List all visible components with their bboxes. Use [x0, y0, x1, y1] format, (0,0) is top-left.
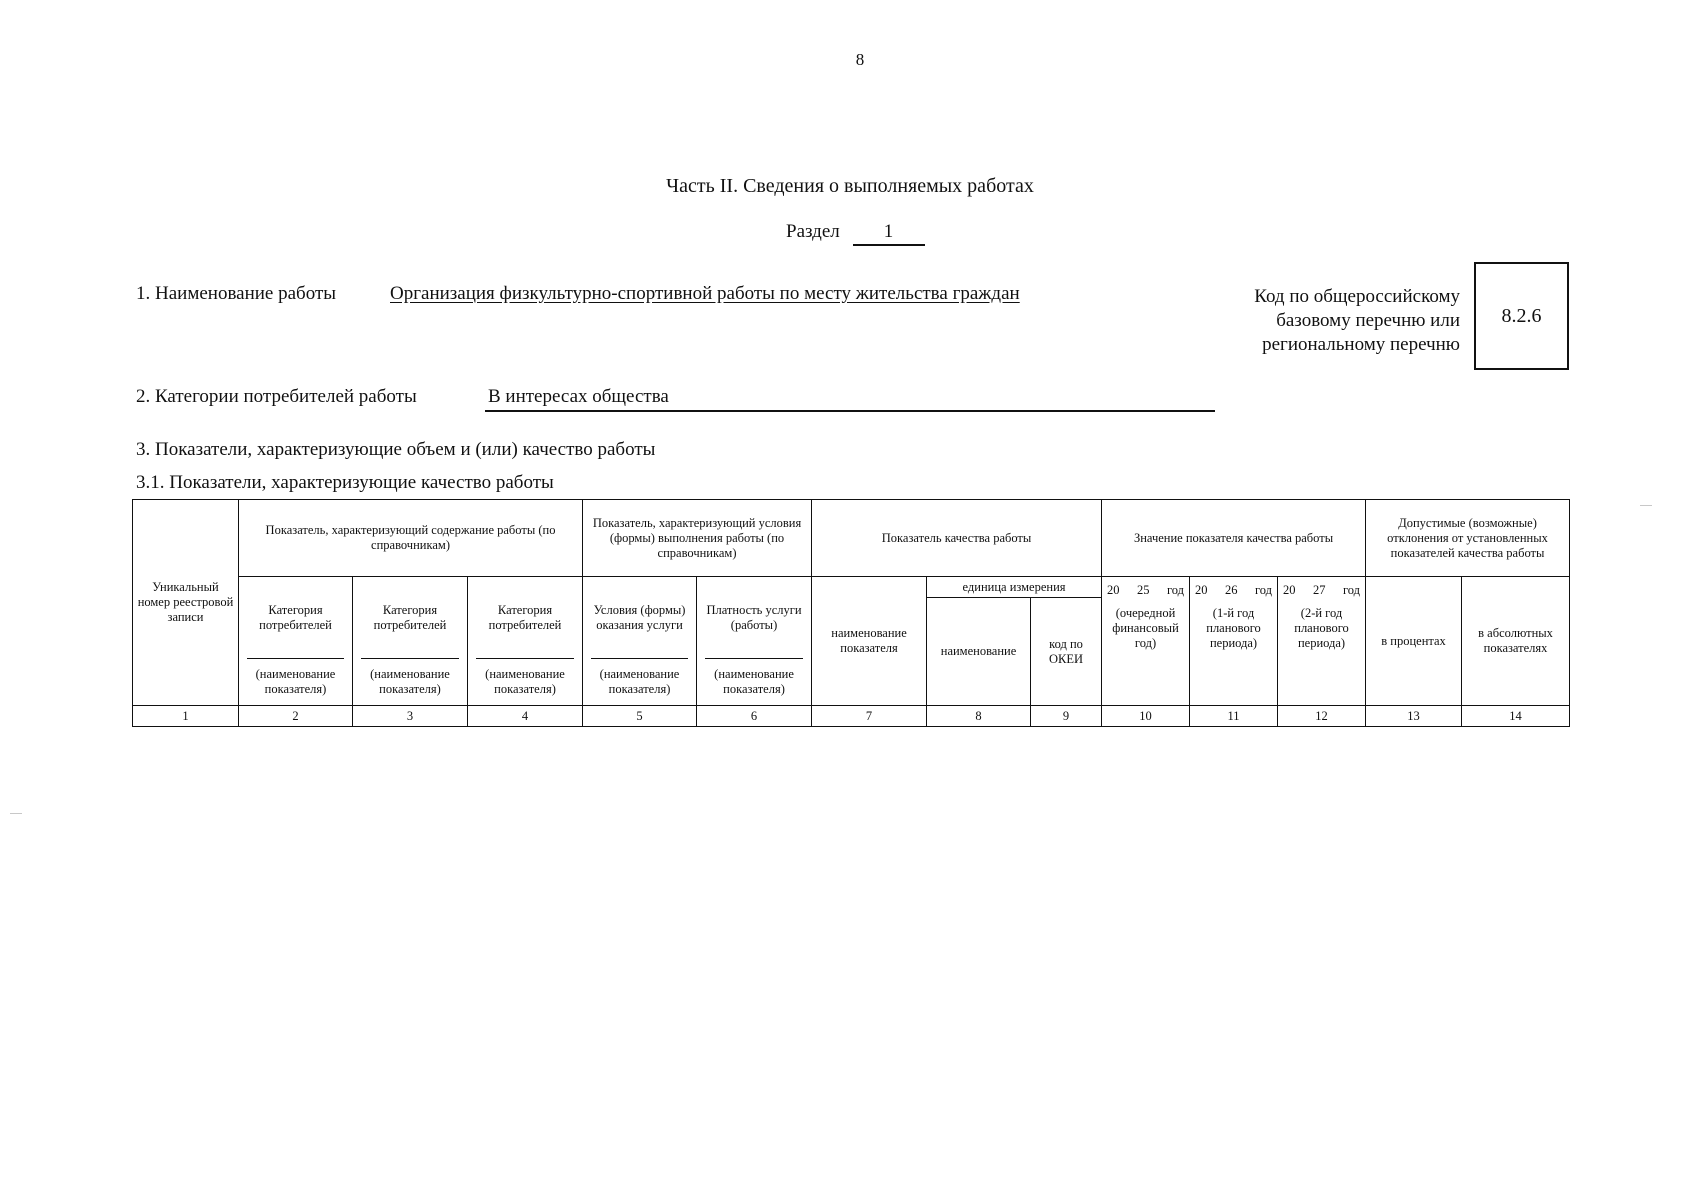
registry-code-value: 8.2.6: [1501, 304, 1542, 327]
category-3-note: (наименование показателя): [485, 667, 565, 696]
header-category-2: [353, 577, 468, 706]
page-number: 8: [855, 50, 865, 69]
year-3-suffix: год: [1342, 583, 1361, 597]
table-header-row-units: [133, 577, 1570, 598]
column-number: 3: [353, 706, 468, 727]
header-year-1: [1102, 577, 1190, 706]
header-content-group: Показатель, характеризующий содержание работы (по справочникам): [239, 500, 583, 577]
conditions-title: Условия (формы) оказания услуги: [593, 602, 686, 632]
header-value-group: Значение показателя качества работы: [1102, 500, 1366, 577]
header-unit-name: наименование: [927, 598, 1031, 706]
category-3-title: Категория потребителей: [488, 602, 562, 632]
column-number: 10: [1102, 706, 1190, 727]
column-number: 4: [468, 706, 583, 727]
year-2-value: 26: [1224, 583, 1238, 597]
table-row-column-numbers: [133, 706, 1570, 727]
column-number: 12: [1278, 706, 1366, 727]
scan-mark: [10, 813, 22, 814]
column-number: 5: [583, 706, 697, 727]
section-label: Раздел: [786, 221, 840, 242]
year-1-desc: (очередной финансовый год): [1112, 606, 1179, 650]
section-number: 1: [853, 220, 925, 246]
heading-3-1: 3.1. Показатели, характеризующие качество работы: [136, 472, 554, 493]
year-1-suffix: год: [1166, 583, 1185, 597]
year-1-value: 25: [1136, 583, 1150, 597]
category-2-title: Категория потребителей: [373, 602, 447, 632]
heading-3: 3. Показатели, характеризующие объем и (или) качество работы: [136, 439, 656, 460]
header-payment: [697, 577, 812, 706]
column-number: 13: [1366, 706, 1462, 727]
part-title: Часть II. Сведения о выполняемых работах: [666, 175, 1034, 197]
quality-indicators-table: [132, 499, 1570, 727]
header-deviation-absolute: в абсолютных показателях: [1462, 577, 1570, 706]
column-number: 1: [133, 706, 239, 727]
header-year-3: [1278, 577, 1366, 706]
year-3-value: 27: [1312, 583, 1326, 597]
header-conditions: [583, 577, 697, 706]
category-1-note: (наименование показателя): [255, 667, 336, 696]
column-number: 6: [697, 706, 812, 727]
header-category-3: [468, 577, 583, 706]
header-unique-number: Уникальный номер реестровой записи: [133, 500, 239, 706]
column-number: 8: [927, 706, 1031, 727]
conditions-note: (наименование показателя): [599, 667, 680, 696]
consumers-value: В интересах общества: [488, 386, 669, 407]
column-number: 9: [1031, 706, 1102, 727]
table-header-row-groups: [133, 500, 1570, 577]
header-indicator-name: наименование показателя: [812, 577, 927, 706]
payment-note: (наименование показателя): [714, 667, 794, 696]
header-year-2: [1190, 577, 1278, 706]
column-number: 7: [812, 706, 927, 727]
year-3-desc: (2-й год планового периода): [1294, 606, 1349, 650]
payment-title: Платность услуги (работы): [706, 602, 802, 632]
year-2-suffix: год: [1254, 583, 1273, 597]
column-number: 2: [239, 706, 353, 727]
registry-code-box: [1474, 262, 1569, 370]
category-1-title: Категория потребителей: [259, 602, 332, 632]
year-3-prefix: 20: [1283, 583, 1296, 597]
column-number: 11: [1190, 706, 1278, 727]
header-quality-group: Показатель качества работы: [812, 500, 1102, 577]
section-row: [786, 220, 925, 246]
header-category-1: [239, 577, 353, 706]
year-2-desc: (1-й год планового периода): [1206, 606, 1261, 650]
consumers-label: 2. Категории потребителей работы: [136, 386, 417, 407]
registry-code-label-line: Код по общероссийскому: [1254, 286, 1460, 307]
registry-code-label-line: базовому перечню или: [1276, 310, 1460, 331]
header-deviation-group: Допустимые (возможные) отклонения от установленных показателей качества работы: [1366, 500, 1570, 577]
registry-code-label-line: региональному перечню: [1262, 334, 1460, 355]
scan-mark: [1640, 505, 1652, 506]
header-unit-okei: код по ОКЕИ: [1031, 598, 1102, 706]
header-deviation-percent: в процентах: [1366, 577, 1462, 706]
column-number: 14: [1462, 706, 1570, 727]
registry-code-label: [1180, 285, 1460, 357]
work-name-label: 1. Наименование работы: [136, 283, 337, 304]
header-conditions-group: Показатель, характеризующий условия (формы) выполнения работы (по справочникам): [583, 500, 812, 577]
header-unit: единица измерения: [927, 577, 1102, 598]
work-name-value: Организация физкультурно-спортивной работы по месту жительства граждан: [390, 283, 1020, 304]
year-1-prefix: 20: [1107, 583, 1120, 597]
category-2-note: (наименование показателя): [370, 667, 450, 696]
year-2-prefix: 20: [1195, 583, 1208, 597]
consumers-underline: [485, 410, 1215, 412]
